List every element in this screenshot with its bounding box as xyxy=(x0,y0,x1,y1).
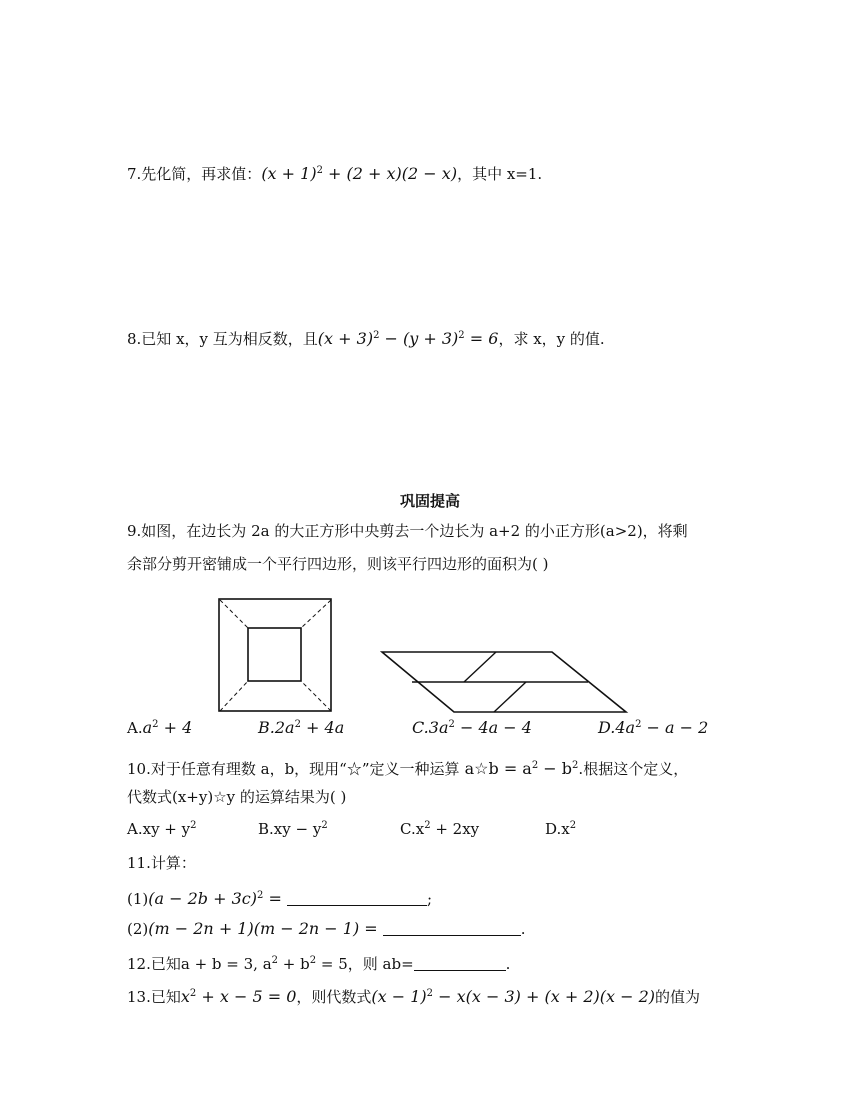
square-figure xyxy=(218,598,333,713)
q10-option-c[interactable]: $C.x^2 + 2xy$ xyxy=(400,820,480,838)
q10-option-d[interactable]: $D.x^2$ xyxy=(545,820,577,838)
q8-label: 8.已知 x，y 互为相反数，且 xyxy=(127,330,318,348)
q11-part-2: (2)(m − 2n + 1)(m − 2n − 1) = . xyxy=(127,919,526,938)
q8-expression: $(x + 3)^2 - (y + 3)^2 = 6$ xyxy=(317,329,499,348)
q11-label: 11.计算： xyxy=(127,854,196,872)
q9-option-d[interactable]: $D.4a^2 - a - 2$ xyxy=(598,718,709,737)
q7-label: 7.先化简，再求值： xyxy=(127,165,262,183)
q10-line-2: 代数式(x+y)☆y 的运算结果为( ) xyxy=(127,788,347,806)
section-title: 巩固提高 xyxy=(399,492,460,510)
q11-answer-blank-1[interactable] xyxy=(287,891,427,906)
q10-definition: a☆b = $a^2 - b^2$ xyxy=(459,759,579,778)
question-13: 13.已知$x^2 + x - 5 = 0$，则代数式$(x - 1)^2 - x(x - 3) + (x + 2)(x - 2)$的值为 xyxy=(127,987,701,1006)
q7-tail: ，其中 x=1. xyxy=(457,165,543,183)
q10-line-1: 10.对于任意有理数 a，b，现用“☆”定义一种运算 a☆b = $a^2 - b^2$.根据这个定义， xyxy=(127,759,689,778)
q11-answer-blank-2[interactable] xyxy=(383,921,521,936)
q9-line-1: 9.如图，在边长为 2a 的大正方形中央剪去一个边长为 a+2 的小正方形(a>2)，将剩 xyxy=(127,522,688,540)
q9-option-a[interactable]: $A.a^2 + 4$ xyxy=(127,718,193,737)
q7-expression: $(x + 1)^2 + (2 + x)(2 - x)$ xyxy=(261,164,458,183)
q9-option-c[interactable]: $C.3a^2 - 4a - 4$ xyxy=(412,718,532,737)
question-8 xyxy=(127,325,605,350)
q10-option-a[interactable]: $A.xy + y^2$ xyxy=(127,820,197,838)
q11-part-1: $(1)(a - 2b + 3c)^2$ = ; xyxy=(127,889,433,908)
question-12: 12.已知a + b = 3, $a^2 + b^2 = 5$，则 ab= . xyxy=(127,955,511,973)
q8-tail: ，求 x，y 的值. xyxy=(498,330,605,348)
q9-option-b[interactable]: $B.2a^2 + 4a$ xyxy=(258,718,345,737)
question-7 xyxy=(127,160,542,185)
q10-option-b[interactable]: $B.xy - y^2$ xyxy=(258,820,328,838)
q9-line-2: 余部分剪开密铺成一个平行四边形，则该平行四边形的面积为( ) xyxy=(127,555,549,573)
q12-answer-blank[interactable] xyxy=(414,956,506,971)
parallelogram-figure xyxy=(380,650,630,714)
